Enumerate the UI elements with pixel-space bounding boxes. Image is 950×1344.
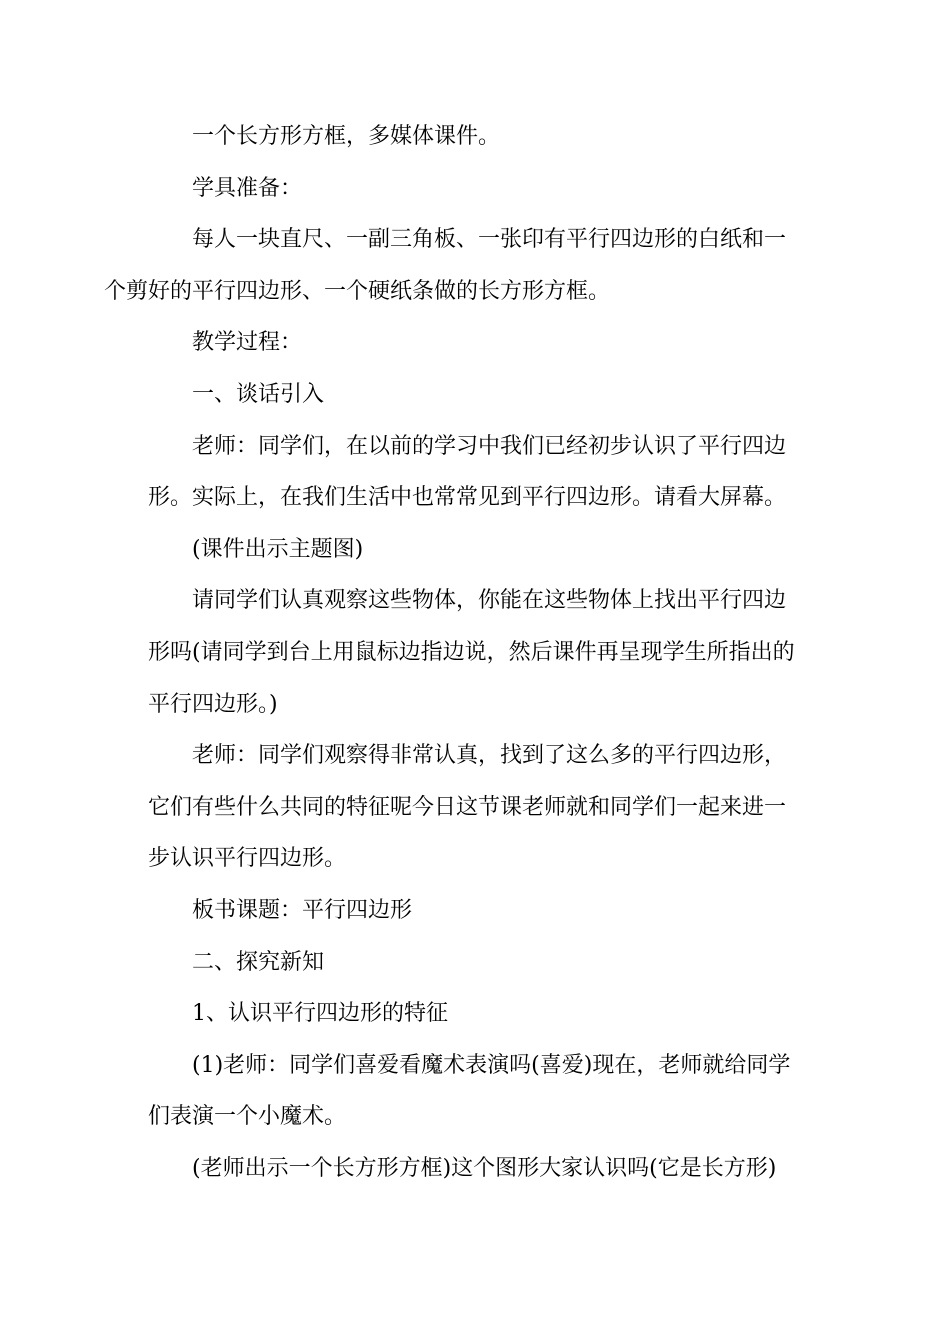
text-line: (课件出示主题图) bbox=[192, 536, 364, 562]
text-line: 一、谈话引入 bbox=[192, 381, 325, 407]
text-line: 老师：同学们，在以前的学习中我们已经初步认识了平行四边 bbox=[192, 433, 787, 459]
text-line: 它们有些什么共同的特征呢今日这节课老师就和同学们一起来进一 bbox=[148, 794, 787, 820]
text-line: 们表演一个小魔术。 bbox=[148, 1104, 347, 1130]
text-line: (老师出示一个长方形方框)这个图形大家认识吗(它是长方形) bbox=[192, 1155, 777, 1181]
paragraph bbox=[148, 111, 808, 163]
text-line: 步认识平行四边形。 bbox=[148, 846, 347, 872]
text-line: 形吗(请同学到台上用鼠标边指边说，然后课件再呈现学生所指出的 bbox=[148, 639, 795, 665]
document-page bbox=[104, 111, 808, 1194]
text-line: 个剪好的平行四边形、一个硬纸条做的长方形方框。 bbox=[104, 278, 611, 304]
paragraph bbox=[148, 1040, 808, 1143]
paragraph bbox=[148, 421, 808, 524]
paragraph bbox=[148, 163, 808, 215]
text-line: 二、探究新知 bbox=[192, 949, 325, 975]
paragraph bbox=[148, 1143, 808, 1195]
text-line: (1)老师：同学们喜爱看魔术表演吗(喜爱)现在，老师就给同学 bbox=[192, 1052, 791, 1078]
paragraph bbox=[148, 885, 808, 937]
text-line: 学具准备： bbox=[192, 175, 303, 201]
text-line: 平行四边形。) bbox=[148, 691, 278, 717]
text-line: 板书课题：平行四边形 bbox=[192, 897, 413, 923]
paragraph bbox=[148, 317, 808, 369]
text-line: 1、认识平行四边形的特征 bbox=[192, 1001, 448, 1027]
text-line: 每人一块直尺、一副三角板、一张印有平行四边形的白纸和一 bbox=[192, 227, 787, 253]
text-line: 形。实际上，在我们生活中也常常见到平行四边形。请看大屏幕。 bbox=[148, 485, 787, 511]
paragraph bbox=[148, 730, 808, 885]
section-heading bbox=[148, 369, 808, 421]
paragraph bbox=[148, 575, 808, 730]
section-heading bbox=[148, 937, 808, 989]
text-line: 请同学们认真观察这些物体，你能在这些物体上找出平行四边 bbox=[192, 588, 787, 614]
text-line: 教学过程： bbox=[192, 330, 303, 356]
text-line: 老师：同学们观察得非常认真，找到了这么多的平行四边形， bbox=[192, 743, 787, 769]
subsection-heading bbox=[148, 988, 808, 1040]
paragraph bbox=[148, 524, 808, 576]
text-line: 一个长方形方框，多媒体课件。 bbox=[192, 124, 501, 149]
paragraph bbox=[104, 214, 808, 317]
